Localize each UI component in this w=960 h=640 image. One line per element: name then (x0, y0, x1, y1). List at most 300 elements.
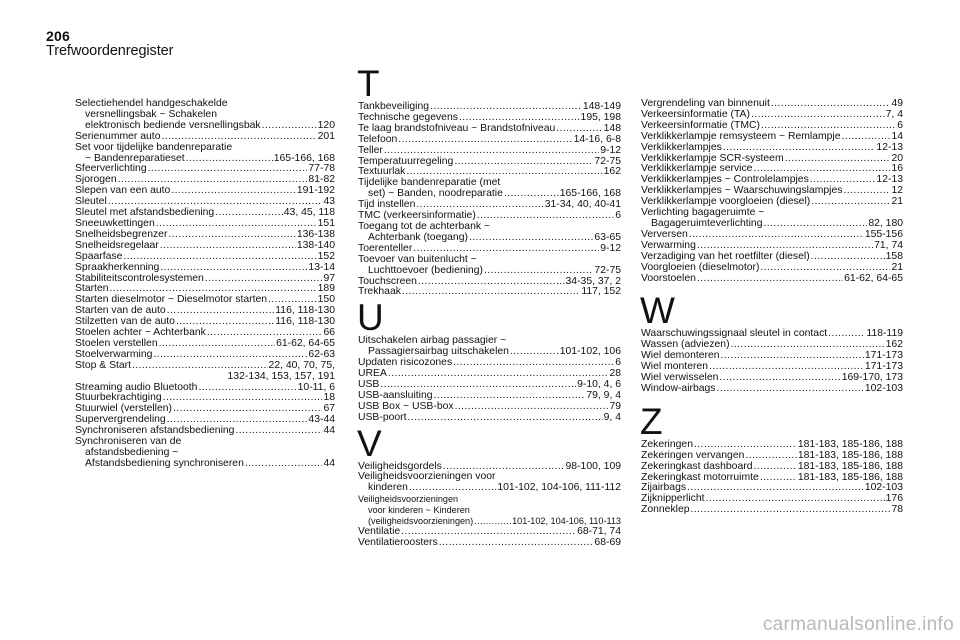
entry-term: Zonneklep (641, 504, 690, 516)
index-entry (641, 208, 903, 230)
dot-leader (760, 473, 797, 484)
entry-page-ref: 61-62, 64-65 (844, 272, 903, 284)
entry-page-ref: 101-102, 104-106, 110-113 (512, 516, 621, 527)
entry-page-ref: 148 (603, 122, 621, 134)
dot-leader (148, 164, 308, 175)
entry-page-ref: 120 (317, 119, 335, 131)
index-entry (358, 538, 621, 549)
dot-leader (811, 197, 890, 208)
entry-page-ref: 9-12 (600, 144, 621, 156)
entry-term: Synchroniseren afstandsbediening (75, 425, 235, 437)
dot-leader (842, 132, 891, 143)
entry-page-ref: 6 (897, 119, 903, 131)
entry-page-ref: 201 (317, 130, 335, 142)
entry-page-ref: 28 (609, 368, 621, 380)
index-entry (641, 252, 903, 263)
entry-term: Te laag brandstofniveau ~ Brandstofniveau (358, 122, 556, 134)
dot-leader (205, 274, 323, 285)
index-entry-line (358, 494, 621, 505)
entry-term: Verklikkerlampje voorgloeien (diesel) (641, 196, 811, 208)
entry-term: Zijairbags (641, 482, 687, 494)
entry-page-ref: 68-71, 74 (577, 526, 621, 537)
entry-term: Zekeringen vervangen (641, 449, 745, 461)
entry-page-ref: 12-13 (876, 174, 903, 186)
dot-leader (262, 121, 317, 132)
entry-term: Slepen van een auto (75, 185, 171, 197)
entry-term: Toevoer van buitenlucht ~ (358, 253, 477, 265)
dot-leader (717, 384, 864, 395)
index-entry-line (358, 358, 621, 369)
entry-page-ref: 62-63 (308, 348, 335, 360)
entry-page-ref: 12 (891, 185, 903, 197)
entry-page-ref: 152 (317, 250, 335, 262)
entry-page-ref: 43-44 (308, 414, 335, 426)
index-entry-line (75, 252, 335, 263)
dot-leader (731, 340, 885, 351)
index-entry (641, 384, 903, 395)
entry-page-ref: 6 (615, 210, 621, 222)
entry-page-ref: 132-134, 153, 157, 191 (227, 370, 335, 382)
entry-page-ref: 22, 40, 70, 75, (268, 359, 335, 371)
entry-term: Stabiliteitscontrolesystemen (75, 272, 204, 284)
dot-leader (408, 413, 603, 424)
entry-page-ref: 189 (317, 283, 335, 295)
section-title: Trefwoordenregister (46, 43, 174, 59)
dot-leader (161, 132, 316, 143)
entry-term: Verklikkerlampjes ~ Controlelampjes (641, 174, 809, 186)
entry-term: voor kinderen ~ Kinderen (368, 505, 470, 516)
index-entry (75, 132, 335, 143)
entry-page-ref: 61-62, 64-65 (276, 337, 335, 349)
index-entry (75, 263, 335, 274)
index-entry-line (641, 274, 903, 285)
entry-term: Snelheidsbegrenzer (75, 228, 168, 240)
entry-term: Tankbeveiliging (358, 101, 430, 112)
entry-page-ref: 165-166, 168 (273, 152, 335, 164)
entry-page-ref: 97 (323, 272, 335, 284)
entry-page-ref: 181-183, 185-186, 188 (797, 438, 903, 450)
entry-term: Wassen (adviezen) (641, 339, 730, 351)
dot-leader (697, 274, 843, 285)
entry-term: Verkeersinformatie (TMC) (641, 119, 760, 131)
index-column-2 (358, 64, 621, 549)
dot-leader (811, 252, 885, 263)
entry-term: Wiel demonteren (641, 350, 720, 362)
index-letter-heading: V (357, 422, 382, 464)
entry-page-ref: 151 (317, 217, 335, 229)
entry-page-ref: 66 (323, 327, 335, 339)
entry-term: Verversen (641, 228, 688, 240)
entry-page-ref: 68-69 (594, 536, 621, 548)
entry-page-ref: 31-34, 40, 40-41 (544, 199, 621, 211)
entry-page-ref: 165-166, 168 (559, 188, 621, 200)
entry-term: Zekeringkast dashboard (641, 460, 753, 472)
entry-term: Snelheidsregelaar (75, 239, 159, 251)
entry-term: Verklikkerlampje SCR-systeem (641, 152, 784, 164)
index-entry (75, 361, 335, 383)
entry-term: Vergrendeling van binnenuit (641, 98, 770, 109)
entry-term: versnellingsbak ~ Schakelen (85, 108, 217, 120)
entry-page-ref: 116, 118-130 (275, 305, 335, 317)
entry-term: Stuurwiel (verstellen) (75, 403, 173, 415)
index-letter-heading: T (357, 63, 380, 104)
entry-term: Passagiersairbag uitschakelen (368, 346, 509, 358)
index-entry (358, 336, 621, 358)
entry-page-ref: 9-10, 4, 6 (577, 378, 621, 390)
entry-page-ref: 21 (891, 196, 903, 208)
entry-page-ref: 72-75 (594, 264, 621, 276)
entry-term: Ventilatieroosters (358, 536, 438, 548)
entry-page-ref: 158 (885, 250, 903, 262)
entry-page-ref: 162 (885, 339, 903, 351)
entry-term: Stoelverwarming (75, 348, 153, 360)
dot-leader (409, 483, 497, 494)
entry-term: Spraakherkenning (75, 261, 160, 273)
index-entry (75, 437, 335, 470)
entry-page-ref: 101-102, 104-106, 111-112 (497, 482, 621, 494)
index-entry-line (641, 263, 903, 274)
entry-term: Verklikkerlampjes (641, 141, 722, 153)
entry-term: Stop & Start (75, 359, 132, 371)
index-column-1 (75, 99, 335, 470)
entry-term: Tijdelijke bandenreparatie (met (358, 177, 501, 189)
index-entry-line (641, 384, 903, 395)
entry-term: elektronisch bediende versnellingsbak (85, 119, 261, 131)
index-entry-line (641, 462, 903, 473)
entry-term: Touchscreen (358, 275, 417, 287)
entry-page-ref: 77-78 (308, 163, 335, 175)
entry-page-ref: 21 (891, 261, 903, 273)
index-letter-heading: Z (640, 400, 663, 442)
entry-page-ref: 81-82 (308, 174, 335, 186)
index-entry-line (358, 255, 621, 266)
entry-term: Temperatuurregeling (358, 155, 454, 167)
entry-page-ref: 12-13 (876, 141, 903, 153)
entry-term: Stoelen verstellen (75, 337, 158, 349)
index-entry (75, 143, 335, 165)
entry-term: USB (358, 378, 380, 390)
index-entry-line (358, 505, 621, 516)
entry-page-ref: 176 (885, 493, 903, 505)
entry-term: Sleutel met afstandsbediening (75, 207, 215, 219)
entry-term: Streaming audio Bluetooth (75, 381, 198, 393)
index-entry (358, 358, 621, 369)
entry-page-ref: 169-170, 173 (841, 372, 903, 384)
dot-leader (159, 339, 275, 350)
entry-term: Telefoon (358, 133, 398, 145)
index-entry-line (641, 143, 903, 154)
entry-page-ref: 13-14 (308, 261, 335, 273)
entry-page-ref: 49 (891, 98, 903, 109)
index-entry (358, 287, 621, 298)
entry-page-ref: 79, 9, 4 (586, 389, 621, 401)
dot-leader (706, 494, 885, 505)
entry-term: Teller (358, 144, 383, 156)
entry-page-ref: 34-35, 37, 2 (565, 275, 621, 287)
index-entry-line (75, 132, 335, 143)
entry-term: Supervergrendeling (75, 414, 166, 426)
entry-term: afstandsbediening ~ (85, 447, 179, 458)
index-letter-heading: W (640, 290, 675, 332)
index-entry (358, 222, 621, 244)
entry-term: Toegang tot de achterbank ~ (358, 220, 491, 232)
entry-page-ref: 20 (891, 152, 903, 164)
entry-page-ref: 72-75 (594, 155, 621, 167)
entry-term: Voorstoelen (641, 272, 696, 284)
entry-page-ref: 43 (323, 196, 335, 208)
entry-term: Serienummer auto (75, 130, 161, 142)
index-entry (641, 462, 903, 473)
entry-page-ref: 136-138 (296, 228, 335, 240)
entry-page-ref: 16 (891, 163, 903, 175)
dot-leader (388, 369, 609, 380)
entry-term: Achterbank (toegang) (368, 231, 468, 243)
dot-leader (123, 252, 316, 263)
entry-page-ref: 6 (615, 357, 621, 369)
entry-term: TMC (verkeersinformatie) (358, 210, 476, 222)
entry-page-ref: 191-192 (296, 185, 335, 197)
dot-leader (687, 483, 864, 494)
entry-term: Voorgloeien (dieselmotor) (641, 261, 760, 273)
index-entry-line (75, 459, 335, 470)
dot-leader (723, 143, 876, 154)
entry-term: Afstandsbediening synchroniseren (85, 457, 244, 469)
entry-page-ref: 67 (323, 403, 335, 415)
entry-term: Stoelen achter ~ Achterbank (75, 327, 206, 339)
index-entry-line (358, 146, 621, 157)
dot-leader (173, 404, 322, 415)
dot-leader (689, 230, 864, 241)
dot-leader (709, 362, 864, 373)
dot-leader (763, 219, 867, 230)
entry-page-ref: 181-183, 185-186, 188 (797, 460, 903, 472)
dot-leader (198, 383, 296, 394)
entry-page-ref: 162 (603, 166, 621, 178)
dot-leader (453, 358, 614, 369)
entry-term: Ventilatie (358, 526, 401, 537)
entry-term: Verwarming (641, 239, 696, 251)
entry-page-ref: 10-11, 6 (297, 381, 335, 393)
entry-term: Synchroniseren van de (75, 436, 182, 448)
entry-term: Sneeuwkettingen (75, 217, 155, 229)
entry-term: Set voor tijdelijke bandenreparatie (75, 141, 233, 153)
entry-term: Tijd instellen (358, 199, 416, 211)
entry-term: Starten dieselmotor ~ Dieselmotor starten (75, 294, 268, 306)
index-entry-line (75, 263, 335, 274)
entry-page-ref: 9, 4 (603, 411, 621, 423)
entry-page-ref: 79 (609, 400, 621, 412)
entry-term: Starten (75, 283, 109, 295)
index-entry-line (75, 274, 335, 285)
dot-leader (760, 263, 890, 274)
entry-term: Veiligheidsgordels (358, 460, 442, 472)
entry-term: Trekhaak (358, 286, 401, 298)
dot-leader (402, 287, 580, 298)
entry-term: Verklikkerlampjes ~ Waarschuwingslampjes (641, 185, 843, 197)
entry-page-ref: 14 (891, 130, 903, 142)
index-letter-heading: U (357, 297, 384, 339)
dot-leader (751, 110, 885, 121)
entry-term: Updaten risicozones (358, 357, 453, 369)
entry-term: Zijknipperlicht (641, 493, 705, 505)
entry-term: Textuurlak (358, 166, 406, 178)
dot-leader (843, 186, 890, 197)
index-entry-line (641, 252, 903, 263)
entry-page-ref: 102-103 (864, 482, 903, 494)
dot-leader (771, 99, 891, 110)
index-entry-line (75, 372, 335, 383)
entry-term: Zekeringkast motorruimte (641, 471, 759, 483)
entry-page-ref: 63-65 (594, 231, 621, 243)
entry-page-ref: 171-173 (864, 350, 903, 362)
entry-term: Uitschakelen airbag passagier ~ (358, 335, 507, 347)
entry-term: USB-poort (358, 411, 407, 423)
dot-leader (171, 186, 296, 197)
index-entry (75, 186, 335, 197)
entry-page-ref: 155-156 (864, 228, 903, 240)
entry-term: Wiel monteren (641, 361, 708, 373)
dot-leader (215, 208, 283, 219)
entry-term: Zekeringen (641, 438, 693, 450)
entry-page-ref: 116, 118-130 (275, 316, 335, 328)
index-entry (75, 274, 335, 285)
entry-page-ref: 102-103 (864, 382, 903, 394)
dot-leader (235, 426, 322, 437)
dot-leader (721, 351, 864, 362)
dot-leader (434, 391, 586, 402)
entry-page-ref: 148-149 (582, 101, 621, 112)
dot-leader (167, 306, 275, 317)
dot-leader (455, 402, 609, 413)
index-entry-line (358, 483, 621, 494)
entry-term: Selectiehendel handgeschakelde (75, 98, 228, 109)
index-entry (358, 472, 621, 494)
entry-page-ref: 18 (323, 392, 335, 404)
page-number: 206 (46, 28, 70, 44)
dot-leader (186, 154, 273, 165)
entry-page-ref: 181-183, 185-186, 188 (797, 449, 903, 461)
entry-page-ref: 171-173 (864, 361, 903, 373)
index-entry (358, 255, 621, 277)
entry-term: Verklikkerlampje remsysteem ~ Remlampje (641, 130, 841, 142)
entry-term: Spaarfase (75, 250, 123, 262)
index-entry (358, 178, 621, 200)
dot-leader (785, 154, 891, 165)
entry-term: Stuurbekrachtiging (75, 392, 162, 404)
entry-page-ref: 101-102, 106 (559, 346, 621, 358)
dot-leader (828, 329, 865, 340)
entry-term: (veiligheidsvoorzieningen) (368, 516, 474, 527)
dot-leader (156, 219, 317, 230)
index-entry (641, 143, 903, 154)
entry-page-ref: 82, 180 (868, 217, 903, 229)
index-entry-line (358, 135, 621, 146)
entry-term: USB-aansluiting (358, 389, 433, 401)
index-entry (358, 135, 621, 146)
dot-leader (418, 277, 565, 288)
entry-term: Bagageruimteverlichting (651, 217, 763, 229)
entry-term: Sleutel (75, 196, 107, 208)
index-entry (641, 132, 903, 143)
entry-page-ref: 14-16, 6-8 (573, 133, 621, 145)
dot-leader (477, 211, 614, 222)
index-entry (641, 505, 903, 516)
entry-term: Stilzetten van de auto (75, 316, 175, 328)
entry-page-ref: 181-183, 185-186, 188 (797, 471, 903, 483)
index-entry (358, 146, 621, 157)
index-column-3 (641, 99, 903, 516)
entry-term: kinderen (368, 482, 408, 494)
entry-page-ref: 7, 4 (885, 108, 903, 120)
entry-term: Waarschuwingssignaal sleutel in contact (641, 328, 828, 340)
index-entry (358, 413, 621, 424)
dot-leader (510, 347, 559, 358)
entry-page-ref: 138-140 (296, 239, 335, 251)
index-entry-line (641, 505, 903, 516)
index-entry-line (75, 186, 335, 197)
entry-term: ~ Bandenreparatieset (85, 152, 185, 164)
entry-page-ref: 44 (323, 457, 335, 469)
entry-page-ref: 118-119 (866, 328, 903, 340)
entry-term: Veiligheidsvoorzieningen voor (358, 471, 496, 483)
dot-leader (163, 393, 323, 404)
entry-page-ref: 9-12 (600, 242, 621, 254)
entry-term: Toerenteller (358, 242, 413, 254)
entry-term: Window-airbags (641, 382, 716, 394)
dot-leader (484, 266, 593, 277)
dot-leader (160, 241, 296, 252)
index-entry-line (75, 143, 335, 154)
entry-term: Verlichting bagageruimte ~ (641, 207, 765, 219)
entry-term: set) ~ Banden, noodreparatie (368, 188, 503, 200)
entry-term: Verklikkerlampje service (641, 163, 753, 175)
index-entry-line (358, 538, 621, 549)
entry-page-ref: 43, 45, 118 (283, 207, 335, 219)
dot-leader (245, 459, 323, 470)
dot-leader (753, 462, 796, 473)
entry-term: UREA (358, 368, 387, 380)
index-entry (75, 99, 335, 132)
index-entry (641, 274, 903, 285)
entry-term: USB Box ~ USB-box (358, 400, 454, 412)
watermark: carmanualsonline.info (762, 614, 954, 635)
entry-term: Starten van de auto (75, 305, 166, 317)
entry-term: Verzadiging van het roetfilter (diesel) (641, 250, 810, 262)
entry-page-ref: 150 (317, 294, 335, 306)
entry-page-ref: 117, 152 (581, 286, 621, 298)
entry-page-ref: 78 (891, 504, 903, 516)
entry-term: Technische gegevens (358, 111, 458, 123)
dot-leader (160, 263, 307, 274)
entry-term: Sjorogen (75, 174, 117, 186)
entry-page-ref: 195, 198 (580, 111, 621, 123)
entry-page-ref: 71, 74 (874, 239, 903, 251)
dot-leader (691, 505, 891, 516)
dot-leader (168, 230, 295, 241)
index-entry-line (641, 132, 903, 143)
entry-term: Veiligheidsvoorzieningen (358, 494, 459, 505)
dot-leader (398, 135, 572, 146)
dot-leader (719, 373, 840, 384)
entry-term: Wiel verwisselen (641, 372, 719, 384)
dot-leader (384, 146, 599, 157)
index-entry-line (358, 287, 621, 298)
dot-leader (474, 516, 511, 527)
index-entry-line (358, 413, 621, 424)
index-entry (75, 252, 335, 263)
dot-leader (439, 538, 594, 549)
entry-page-ref: 44 (323, 425, 335, 437)
